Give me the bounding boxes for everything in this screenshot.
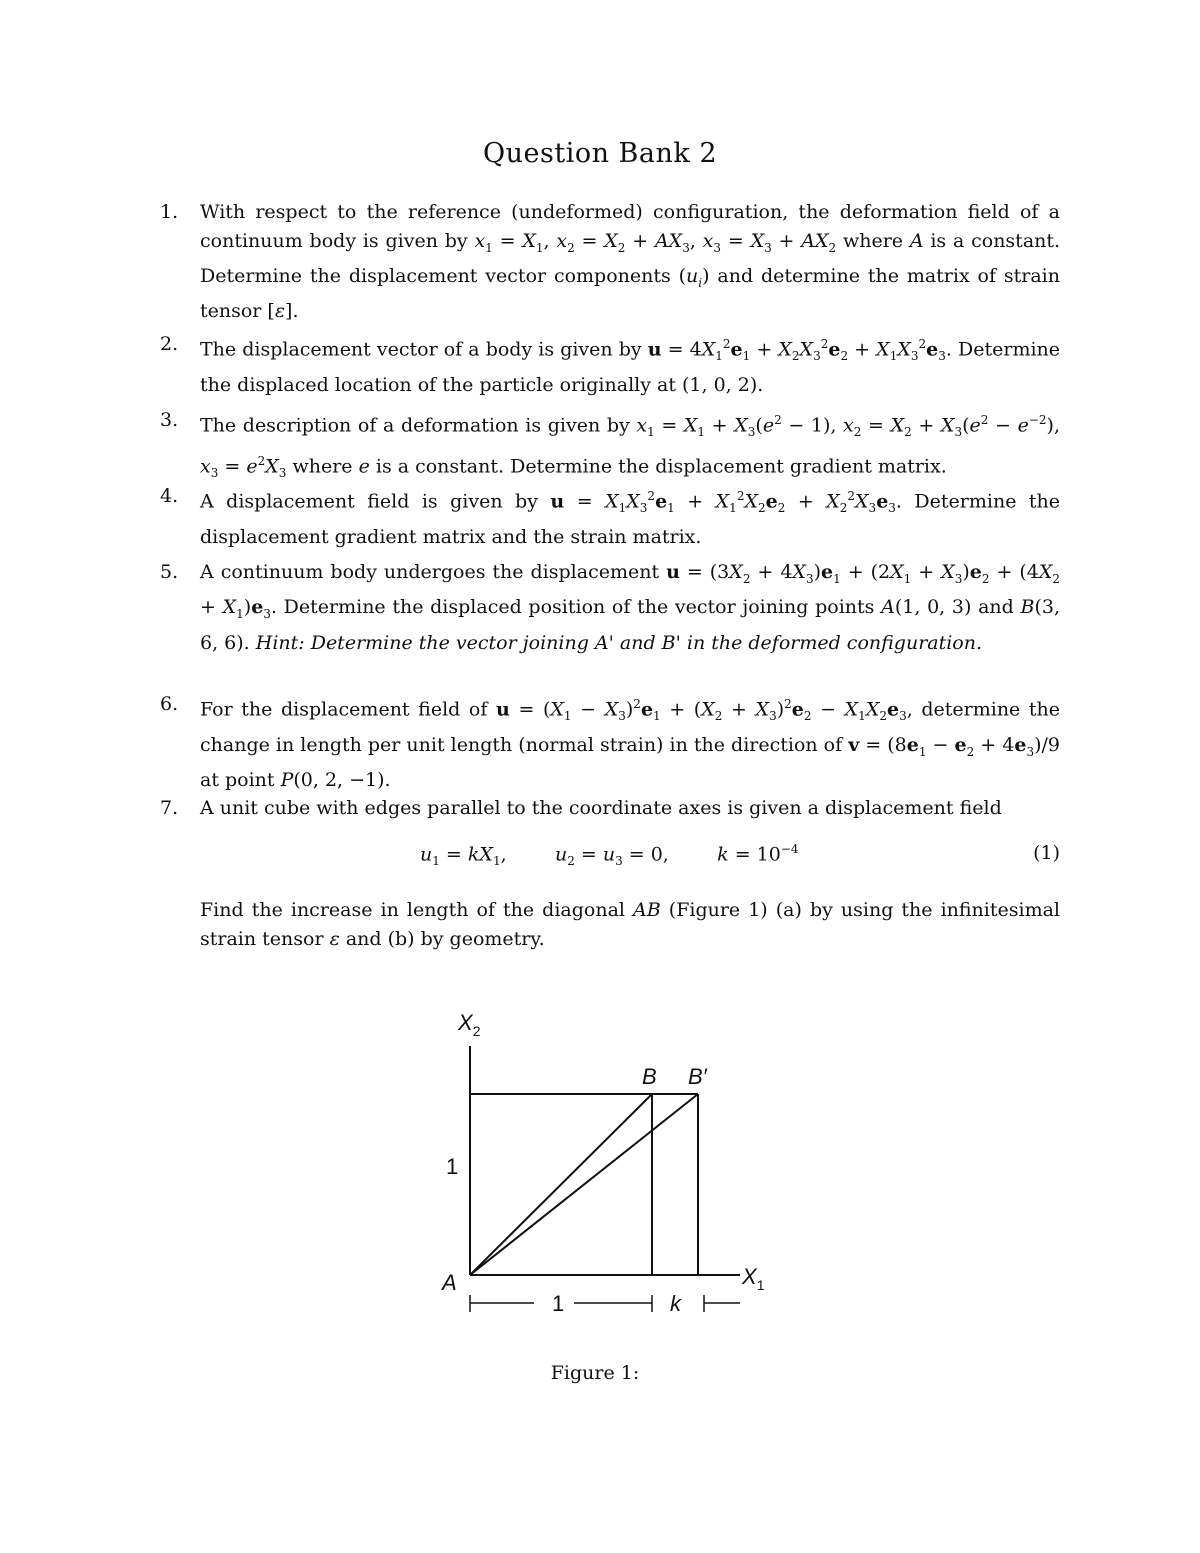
question-3 [160,406,1060,487]
diagonal-ab [470,1094,652,1275]
label-b: B [642,1064,657,1089]
label-x2-sub: 2 [472,1023,481,1039]
question-4 [160,482,1060,551]
equation-number: (1) [1033,842,1060,864]
question-number: 4. [160,485,179,507]
label-x1: $X_1$ [742,1264,765,1293]
label-k: k [670,1291,681,1316]
label-base-1: 1 [552,1291,565,1316]
question-1 [160,198,1060,326]
question-text: A displacement field is given by $u = X_1X_3^2e_1 + X_1^2X_2e_2 + X_2^2X_3e_3$. Determine the displacement gradient matrix and the strain matrix. [200,489,1061,548]
label-side-1: 1 [446,1154,459,1179]
label-a: A [442,1270,457,1295]
question-text: A continuum body undergoes the displacement $u = (3X_2 + 4X_3)e_1 + (2X_1 + X_3)e_2 + (4X_2 + X_1)e_3$. Determine the displaced position of the vector joining points A(1, 0, 3) and B(3, 6, 6). Hint: Determine the vector joining A' and B' in the deformed configuration. [200,561,1061,654]
label-x1-sub: 1 [756,1277,765,1293]
question-2 [160,330,1060,399]
figure-svg [430,1000,780,1320]
page-title: Question Bank 2 [482,138,718,169]
equation-body: $u_1 = kX_1$, $u_2 = u_3 = 0$, $k = 10^{-4}$ [420,842,799,869]
label-x2: $X_2$ [458,1010,481,1039]
question-5 [160,558,1060,657]
question-number: 6. [160,693,179,715]
diagonal-abprime [470,1094,698,1275]
question-text: With respect to the reference (undeformed) configuration, the deformation field of a continuum body is given by $x_1 = X_1$, $x_2 = X_2 + AX_3$, $x_3 = X_3 + AX_2$ where A is a constant. Determine the displacement vector components $(u_i)$ and determine the matrix of strain tensor [ε]. [200,201,1061,323]
question-number: 7. [160,797,179,819]
question-7 [160,794,1060,823]
question-text: Find the increase in length of the diagonal AB (Figure 1) (a) by using the infinitesimal strain tensor ε and (b) by geometry. [200,899,1061,950]
question-number: 3. [160,409,179,431]
question-number: 2. [160,333,179,355]
question-text: A unit cube with edges parallel to the coordinate axes is given a displacement field [200,797,1002,819]
figure-caption: Figure 1: [550,1362,640,1384]
question-number: 1. [160,201,179,223]
question-text: For the displacement field of $u = (X_1 - X_3)^2e_1 + (X_2 + X_3)^2e_2 - X_1X_2e_3$, determine the change in length per unit length (normal strain) in the direction of $v = (8e_1 - e_2 + 4e_3)/9$ at point P(0, 2, −1). [200,697,1061,791]
question-6 [160,690,1060,794]
label-bprime: B′ [688,1064,707,1089]
question-number: 5. [160,561,179,583]
question-7-followup [160,896,1060,953]
equation-1 [200,842,1060,872]
figure-1 [430,1000,780,1320]
question-text: The description of a deformation is given by $x_1 = X_1 + X_3(e^2 - 1)$, $x_2 = X_2 + X_3(e^2 - e^{-2})$, $x_3 = e^2X_3$ where e is a constant. Determine the displacement gradient matrix. [200,413,1060,480]
question-text: The displacement vector of a body is given by $u = 4X_1^2e_1 + X_2X_3^2e_2 + X_1X_3^2e_3$. Determine the displaced location of the particle originally at (1, 0, 2). [200,337,1061,396]
